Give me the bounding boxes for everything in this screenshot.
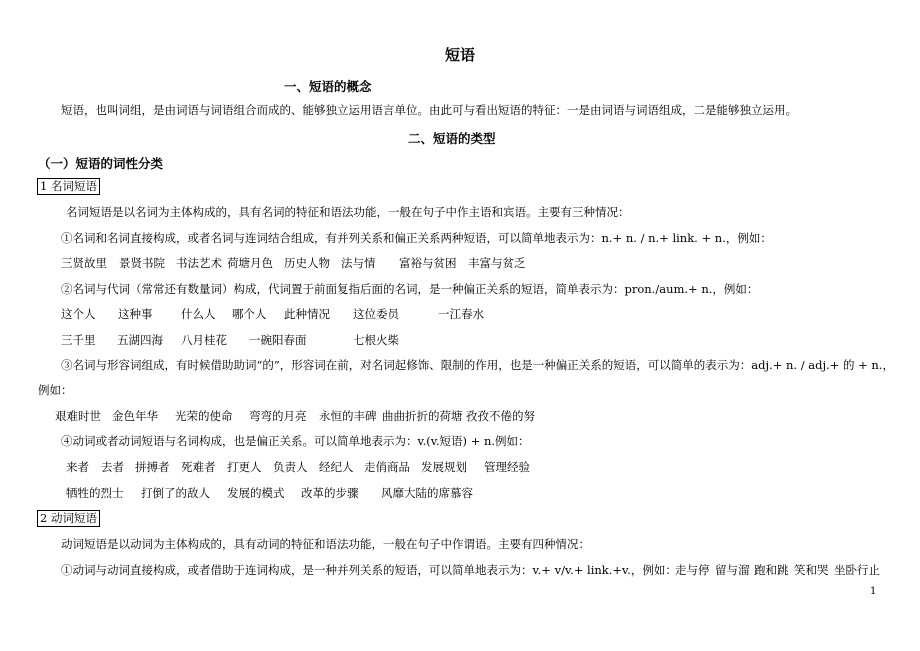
- example-word: 这个人: [61, 307, 96, 321]
- noun-case-4: ④动词或者动词短语与名词构成，也是偏正关系。可以简单地表示为：v.(v.短语) + n.例如：: [61, 434, 530, 448]
- example-word: 三贤故里: [61, 256, 107, 270]
- example-word: 去者: [101, 460, 124, 474]
- example-word: 什么人: [181, 307, 216, 321]
- concept-paragraph: 短语，也叫词组，是由词语与词语组合而成的、能够独立运用语言单位。由此可与看出短语的特征：一是由词语与词语组成，二是能够独立运用。: [61, 103, 797, 117]
- noun-case-3: ③名词与形容词组成，有时候借助助词“的”，形容词在前，对名词起修饰、限制的作用，也是一种偏正关系的短语，可以简单的表示为：adj.+ n. / adj.+ 的 + n.，: [61, 358, 894, 372]
- example-word: 拼搏者: [135, 460, 170, 474]
- example-word: 书法艺术: [176, 256, 222, 270]
- noun-case-1: ①名词和名词直接构成，或者名词与连词结合组成，有并列关系和偏正关系两种短语，可以简单地表示为：n.+ n. / n.+ link. + n.，例如：: [61, 231, 772, 245]
- example-word: 七根火柴: [353, 333, 399, 347]
- example-word: 来者: [66, 460, 89, 474]
- example-word: 笑和哭: [794, 563, 829, 577]
- example-word: 走与停: [675, 563, 710, 577]
- example-word: 死难者: [181, 460, 216, 474]
- example-word: 金色年华: [112, 409, 158, 423]
- section-heading-types: 二、短语的类型: [408, 131, 496, 146]
- page-title: 短语: [444, 46, 475, 64]
- example-word: 八月桂花: [181, 333, 227, 347]
- example-word: 留与溜: [715, 563, 750, 577]
- example-word: 丰富与贫乏: [468, 256, 526, 270]
- example-word: 历史人物: [284, 256, 330, 270]
- example-word: 打倒了的敌人: [141, 486, 210, 500]
- example-word: 一江春水: [438, 307, 484, 321]
- example-word: 这种事: [118, 307, 153, 321]
- example-word: 风靡大陆的席慕容: [381, 486, 473, 500]
- example-word: 光荣的使命: [175, 409, 233, 423]
- example-word: 发展规划: [421, 460, 467, 474]
- example-word: 哪个人: [232, 307, 267, 321]
- example-word: 曲曲折折的荷塘: [382, 409, 463, 423]
- verb-case-1: ①动词与动词直接构成，或者借助于连词构成，是一种并列关系的短语，可以简单地表示为：v.+ v/v.+ link.+v.，例如：: [61, 563, 677, 577]
- noun-phrase-label: 1 名词短语: [37, 178, 100, 195]
- example-word: 荷塘月色: [227, 256, 273, 270]
- example-word: 改革的步骤: [301, 486, 359, 500]
- example-word: 三千里: [61, 333, 96, 347]
- example-word: 富裕与贫困: [399, 256, 457, 270]
- example-word: 打更人: [227, 460, 262, 474]
- noun-case-3-continued: 例如：: [38, 383, 73, 397]
- verb-intro-paragraph: 动词短语是以动词为主体构成的，具有动词的特征和语法功能，一般在句子中作谓语。主要有四种情况：: [61, 537, 590, 551]
- example-word: 一碗阳春面: [249, 333, 307, 347]
- subsection-heading-pos: （一）短语的词性分类: [38, 156, 164, 171]
- example-word: 孜孜不倦的努: [466, 409, 535, 423]
- example-word: 坐卧行止: [834, 563, 880, 577]
- example-word: 永恒的丰碑: [319, 409, 377, 423]
- example-word: 景贤书院: [119, 256, 165, 270]
- example-word: 五湖四海: [117, 333, 163, 347]
- example-word: 走俏商品: [364, 460, 410, 474]
- example-word: 发展的模式: [227, 486, 285, 500]
- noun-intro-paragraph: 名词短语是以名词为主体构成的，具有名词的特征和语法功能，一般在句子中作主语和宾语。主要有三种情况：: [66, 205, 630, 219]
- example-word: 管理经验: [484, 460, 530, 474]
- page-number: 1: [870, 586, 877, 597]
- noun-case-2: ②名词与代词（常常还有数量词）构成，代词置于前面复指后面的名词，是一种偏正关系的短语，简单表示为：pron./aum.+ n.，例如：: [61, 282, 759, 296]
- example-word: 负责人: [273, 460, 308, 474]
- example-word: 跑和跳: [754, 563, 789, 577]
- example-word: 艰难时世: [55, 409, 101, 423]
- example-word: 法与情: [341, 256, 376, 270]
- section-heading-concept: 一、短语的概念: [284, 79, 372, 94]
- example-word: 这位委员: [353, 307, 399, 321]
- example-word: 牺牲的烈士: [66, 486, 124, 500]
- example-word: 经纪人: [319, 460, 354, 474]
- example-word: 此种情况: [284, 307, 330, 321]
- verb-phrase-label: 2 动词短语: [37, 510, 100, 527]
- example-word: 弯弯的月亮: [249, 409, 307, 423]
